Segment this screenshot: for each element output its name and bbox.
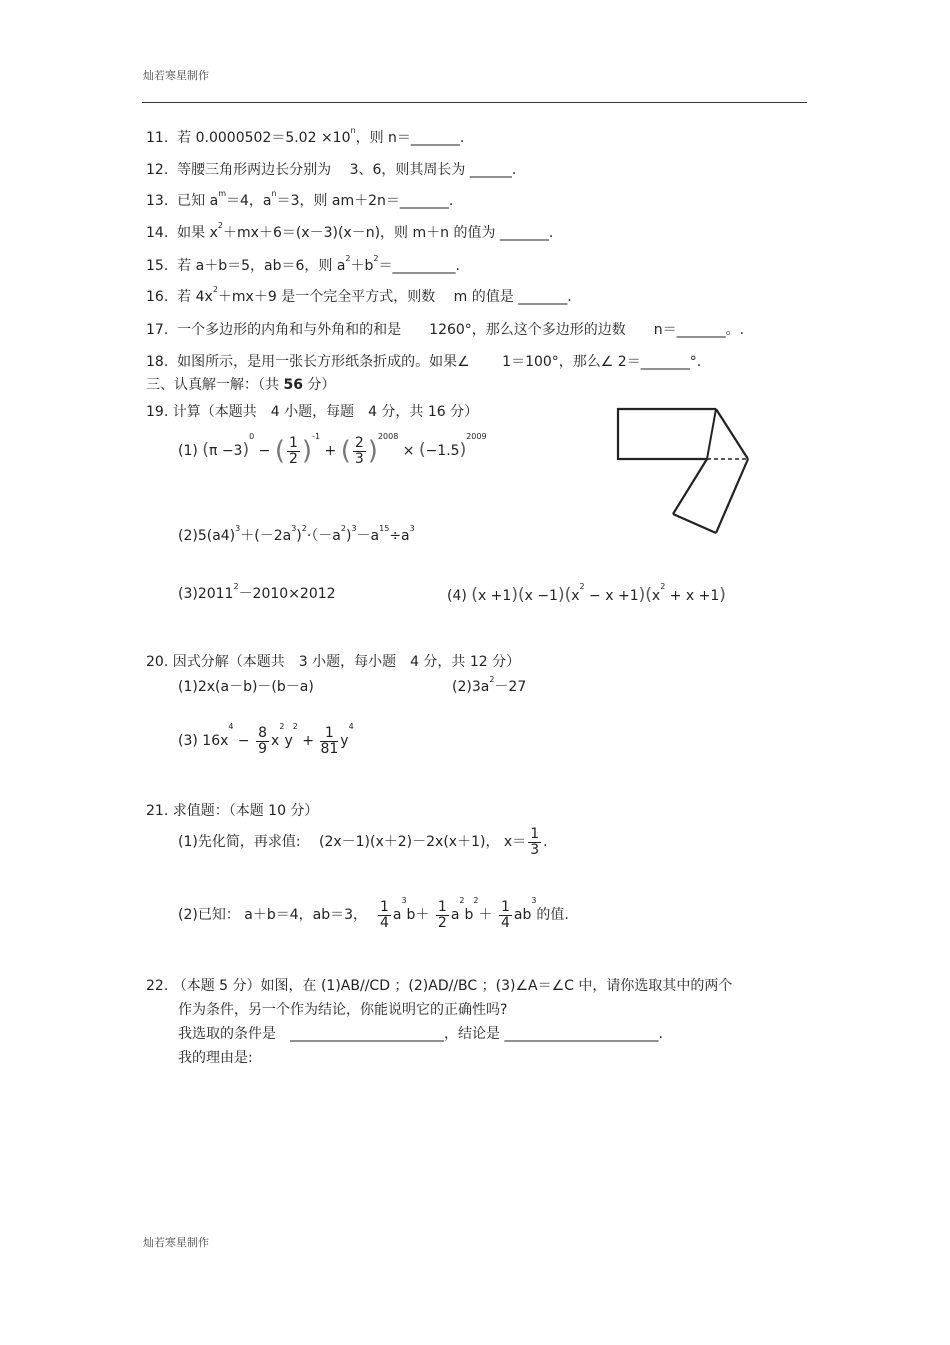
question-20-part-1: (1)2x(a－b)－(b－a) bbox=[178, 679, 314, 695]
question-16: 16. 若 $4x^2+mx+9$ 是一个完全平方式，则数 m 的值是 _______. bbox=[146, 285, 572, 305]
header-rule bbox=[142, 102, 807, 103]
question-20-part-2: $(2)3a^2-27$ bbox=[452, 675, 527, 695]
question-22-line-3: 我选取的条件是 ______________________，结论是 ______________________. bbox=[178, 1026, 663, 1042]
footer-maker: 灿若寒星制作 bbox=[143, 1236, 209, 1249]
header-maker: 灿若寒星制作 bbox=[143, 69, 209, 82]
question-18: 18. 如图所示，是用一张长方形纸条折成的。如果∠ 1＝100°，那么∠ 2＝_______°. bbox=[146, 354, 702, 370]
question-22-line-4: 我的理由是: bbox=[178, 1050, 253, 1066]
question-19-part-2: $(2)5(a4)^3+(-2a^3)^2\cdot(-a^2)^3-a^{15}\div a^3$ bbox=[178, 524, 415, 544]
question-22-line-2: 作为条件，另一个作为结论，你能说明它的正确性吗? bbox=[178, 1002, 508, 1018]
question-19-heading: 19. 计算（本题共 4 小题，每题 4 分，共 16 分） bbox=[146, 404, 479, 420]
question-20-part-3: (3) $16x^4$ − $\frac{8}{9}$ $x^2y^2$ + $\frac{1}{81}$ $y^4$ bbox=[178, 722, 354, 757]
question-17: 17. 一个多边形的内角和与外角和的和是 1260°，那么这个多边形的边数 n＝_______。. bbox=[146, 322, 745, 338]
question-15: 15. 若 a＋b＝5，ab＝6，则 $a^2+b^2=\_\_\_\_\_\_\_\_\_$. bbox=[146, 254, 460, 274]
question-21-heading: 21. 求值题：（本题 10 分） bbox=[146, 803, 319, 819]
question-20-heading: 20. 因式分解（本题共 3 小题，每小题 4 分，共 12 分） bbox=[146, 654, 521, 670]
question-13: 13. 已知 $a^m=4$，$a^n=3$，则 am＋2n＝_______. bbox=[146, 189, 454, 209]
section-three-title: 三、认真解一解：（共 56 分） bbox=[146, 377, 336, 393]
question-22-line-1: 22. （本题 5 分）如图，在 (1)AB//CD ；(2)AD//BC ；(3)∠A＝∠C 中，请你选取其中的两个 bbox=[146, 978, 733, 994]
question-21-part-2: (2)已知： a＋b＝4，ab＝3， $\frac{1}{4}$ $a^3b+$ $\frac{1}{2}$ $a^2b^2+$ $\frac{1}{4}$ $ab^3$的值. bbox=[178, 896, 569, 931]
question-12: 12. 等腰三角形两边长分别为 3、6，则其周长为 ______. bbox=[146, 162, 517, 178]
question-19-part-3: $(3)2011^2-2010\times 2012$ bbox=[178, 582, 336, 602]
question-14: 14. 如果 $x^2+mx+6=(x-3)(x-n)$，则 m＋n 的值为 _______. bbox=[146, 221, 554, 241]
question-19-part-4: (4) $(x +1)(x -1)(x^2 - x +1)(x^2 + x +1)$ bbox=[447, 582, 726, 605]
folded-paper-strip-figure bbox=[612, 402, 762, 542]
question-11: 11. 若 $0.0000502=5.02 \times 10^n$，则 n＝_______. bbox=[146, 126, 465, 146]
question-19-part-1: (1) $(\pi -3)^0$ − ( $\frac{1}{2}$ )$^{-1}$ + ( $\frac{2}{3}$ )$^{2008} \times (-1.5)^{2009}$ bbox=[178, 432, 487, 467]
question-21-part-1: (1)先化简，再求值: (2x－1)(x＋2)－2x(x＋1)， x＝ $\frac{1}{3}$ . bbox=[178, 826, 548, 858]
